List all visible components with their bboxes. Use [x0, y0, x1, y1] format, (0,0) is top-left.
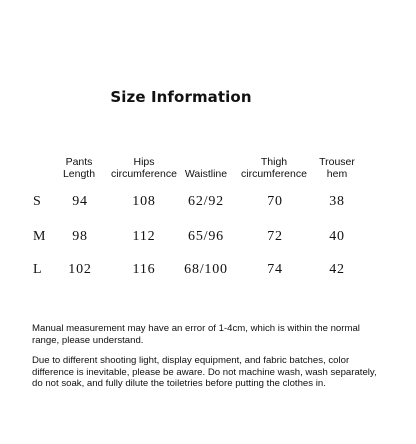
cell-m-hips: 112 — [132, 229, 156, 244]
header-line: Waistline — [184, 168, 228, 180]
size-label-l: L — [33, 262, 42, 277]
cell-s-hips: 108 — [132, 194, 156, 209]
header-line: Pants — [65, 156, 93, 168]
cell-m-hem: 40 — [329, 229, 345, 244]
cell-s-waistline: 62/92 — [188, 194, 224, 209]
cell-m-thigh: 72 — [267, 229, 283, 244]
size-label-m: M — [33, 229, 46, 244]
header-line: Thigh — [260, 156, 288, 168]
cell-s-hem: 38 — [329, 194, 345, 209]
header-trouser-hem — [314, 156, 360, 180]
cell-s-pants-length: 94 — [72, 194, 88, 209]
page-title: Size Information — [110, 88, 252, 106]
care-note: Due to different shooting light, display equipment, and fabric batches, color difference is inevitable, please be aware. Do not machine wash, wash separately, do not soak, and fully dilute the toiletries before putting the clothes in. — [32, 355, 377, 389]
header-line: circumference — [111, 168, 177, 180]
header-hips-circumference — [106, 156, 182, 180]
header-thigh-circumference — [236, 156, 312, 180]
cell-l-hips: 116 — [132, 262, 156, 277]
measurement-note: Manual measurement may have an error of 1-4cm, which is within the normal range, please understand. — [32, 323, 360, 346]
header-line: Trouser — [319, 156, 355, 168]
header-waistline — [178, 168, 234, 180]
size-label-s: S — [33, 194, 41, 209]
header-line: circumference — [241, 168, 307, 180]
cell-m-waistline: 65/96 — [188, 229, 224, 244]
cell-l-thigh: 74 — [267, 262, 283, 277]
cell-m-pants-length: 98 — [72, 229, 88, 244]
header-pants-length — [52, 156, 106, 180]
cell-s-thigh: 70 — [267, 194, 283, 209]
cell-l-waistline: 68/100 — [184, 262, 228, 277]
cell-l-pants-length: 102 — [68, 262, 92, 277]
header-line: Hips — [133, 156, 155, 168]
header-line: hem — [326, 168, 348, 180]
cell-l-hem: 42 — [329, 262, 345, 277]
header-line: Length — [62, 168, 96, 180]
